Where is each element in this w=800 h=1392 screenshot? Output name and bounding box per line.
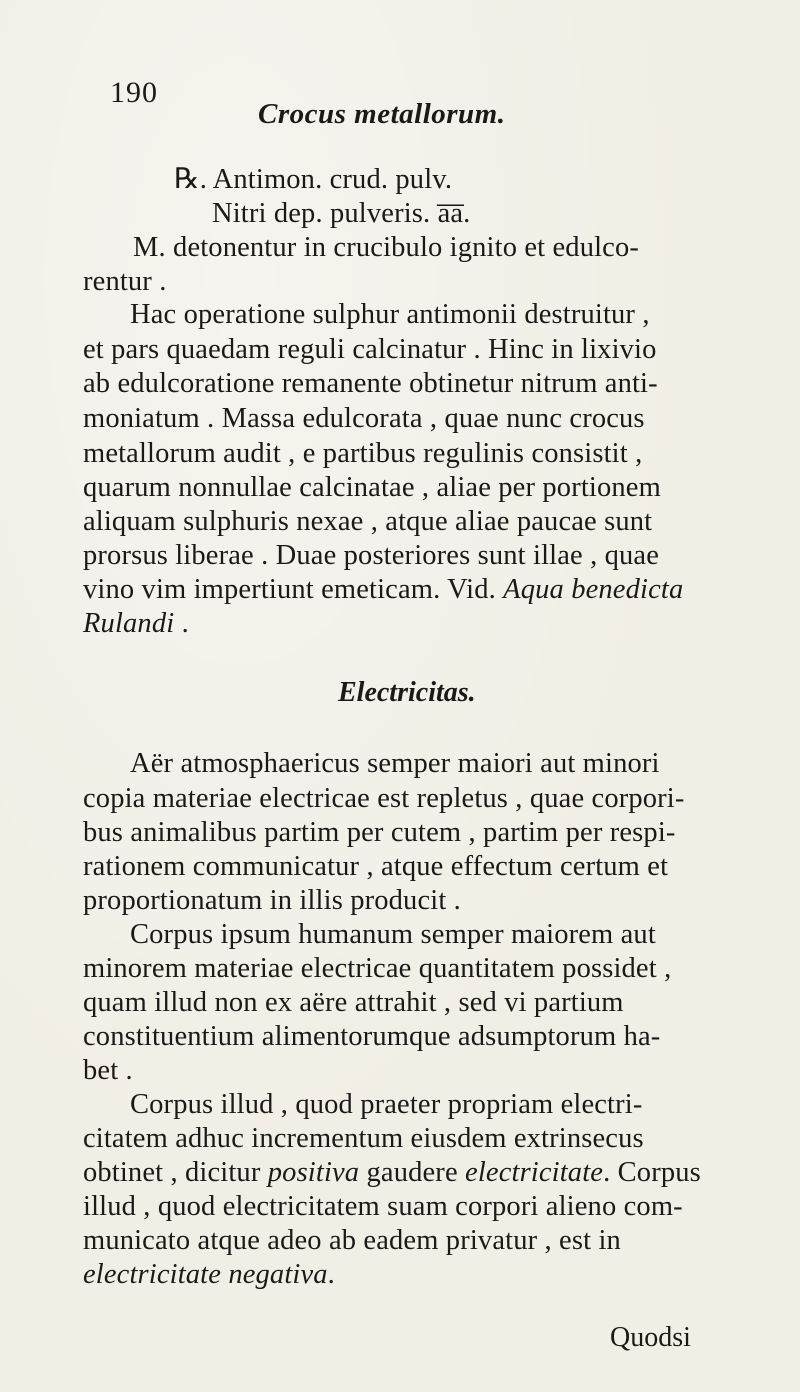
recipe-line-1: ℞. Antimon. crud. pulv. (174, 164, 453, 195)
term-electricitate: electricitate (465, 1157, 604, 1188)
para2-line-2: copia materiae electricae est repletus , quae corpori- (83, 783, 685, 814)
para1-line-6: quarum nonnullae calcinatae , aliae per portionem (83, 472, 661, 503)
para1-line-9-text: vino vim impertiunt emeticam. Vid. (83, 574, 496, 605)
para4-line-5: municato atque adeo ab eadem privatur , est in (83, 1225, 621, 1256)
para1-line-4: moniatum . Massa edulcorata , quae nunc crocus (83, 403, 645, 434)
para4-line-2: citatem adhuc incrementum eiusdem extrinsecus (83, 1123, 644, 1154)
catchword: Quodsi (610, 1322, 691, 1353)
para2-line-1: Aër atmosphaericus semper maiori aut minori (130, 748, 660, 779)
para3-line-5: bet . (83, 1055, 133, 1086)
para1-line-7: aliquam sulphuris nexae , atque aliae paucae sunt (83, 506, 653, 537)
para4-line-3-b: gaudere (366, 1157, 458, 1188)
para4-line-6-end: . (327, 1259, 335, 1290)
para4-line-3 (83, 1159, 701, 1188)
term-electricitate-negativa: electricitate negativa (83, 1259, 328, 1290)
para4-line-1: Corpus illud , quod praeter propriam electri- (130, 1089, 643, 1120)
reference-rulandi: Rulandi (83, 608, 175, 639)
para1-line-10 (83, 610, 189, 639)
para2-line-4: rationem communicatur , atque effectum certum et (83, 851, 669, 882)
para1-line-1: Hac operatione sulphur antimonii destruitur , (130, 299, 650, 330)
recipe-line-2: Nitri dep. pulveris. a̅a̅. (212, 198, 471, 229)
term-positiva: positiva (267, 1157, 360, 1188)
para1-line-2: et pars quaedam reguli calcinatur . Hinc in lixivio (83, 334, 657, 365)
para4-line-6 (83, 1261, 335, 1290)
para3-line-2: minorem materiae electricae quantitatem possidet , (83, 953, 672, 984)
recipe-line-4: rentur . (83, 266, 167, 297)
para3-line-1: Corpus ipsum humanum semper maiorem aut (130, 919, 656, 950)
section-title: Electricitas. (338, 677, 476, 708)
running-title: Crocus metallorum. (258, 98, 506, 130)
reference-aqua-benedicta: Aqua benedicta (503, 574, 684, 605)
para4-line-3-a: obtinet , dicitur (83, 1157, 261, 1188)
recipe-line-3: M. detonentur in crucibulo ignito et edulco- (133, 232, 640, 263)
para1-line-3: ab edulcoratione remanente obtinetur nitrum anti- (83, 368, 658, 399)
page-number: 190 (110, 76, 158, 109)
para1-line-5: metallorum audit , e partibus regulinis consistit , (83, 438, 643, 469)
para2-line-5: proportionatum in illis producit . (83, 885, 461, 916)
para1-line-9 (83, 576, 683, 605)
para4-line-4: illud , quod electricitatem suam corpori alieno com- (83, 1191, 683, 1222)
para4-line-3-c: . Corpus (603, 1157, 701, 1188)
para2-line-3: bus animalibus partim per cutem , partim per respi- (83, 817, 676, 848)
para1-line-8: prorsus liberae . Duae posteriores sunt illae , quae (83, 540, 660, 571)
para3-line-4: constituentium alimentorumque adsumptorum ha- (83, 1021, 661, 1052)
para1-line-10-end: . (174, 608, 189, 639)
para3-line-3: quam illud non ex aëre attrahit , sed vi partium (83, 987, 624, 1018)
